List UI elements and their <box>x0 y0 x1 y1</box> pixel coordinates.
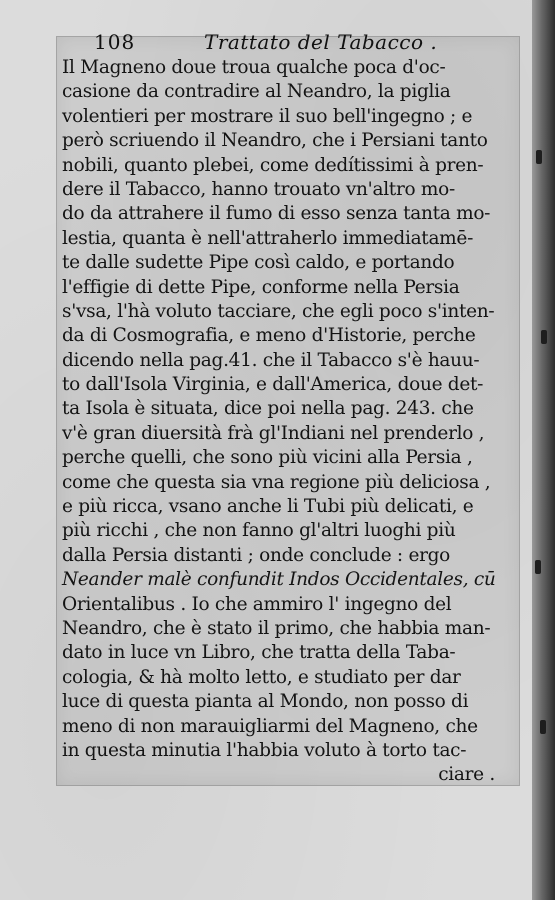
running-head-title: Trattato del Tabacco . <box>204 30 438 54</box>
text-line: te dalle sudette Pipe così caldo, e portando <box>62 252 455 274</box>
text-line: da di Cosmografia, e meno d'Historie, perche <box>62 325 476 347</box>
text-line: dere il Tabacco, hanno trouato vn'altro mo- <box>62 178 455 200</box>
text-line: dalla Persia distanti ; onde conclude : ergo <box>62 544 451 566</box>
text-line: l'effigie di dette Pipe, conforme nella Persia <box>62 276 460 298</box>
latin-quote-line: Neander malè confundit Indos Occidentales, cū <box>62 569 496 591</box>
text-line: volentieri per mostrare il suo bell'ingegno ; e <box>62 105 473 127</box>
text-line: do da attrahere il fumo di esso senza tanta mo- <box>62 203 491 225</box>
text-line: cologia, & hà molto letto, e studiato per dar <box>62 666 461 688</box>
text-line: casione da contradire al Neandro, la piglia <box>62 81 451 103</box>
text-line: luce di questa pianta al Mondo, non posso di <box>62 691 469 713</box>
text-line: Il Magneno doue troua qualche poca d'oc- <box>62 57 446 78</box>
text-line: meno di non marauigliarmi del Magneno, che <box>62 715 478 737</box>
text-line: dicendo nella pag.41. che il Tabacco s'è hauu- <box>62 349 480 371</box>
text-line: s'vsa, l'hà voluto tacciare, che egli poco s'inten- <box>62 300 495 322</box>
text-line: ta Isola è situata, dice poi nella pag. 243. che <box>62 398 474 420</box>
text-line: Orientalibus . Io che ammiro l' ingegno del <box>62 593 452 615</box>
text-line: e più ricca, vsano anche li Tubi più delicati, e <box>62 496 474 518</box>
body-text <box>62 56 517 788</box>
text-line: v'è gran diuersità frà gl'Indiani nel prenderlo , <box>62 422 485 444</box>
catchword-line: ciare . <box>438 764 495 786</box>
text-line: però scriuendo il Neandro, che i Persiani tanto <box>62 130 488 152</box>
text-line: come che questa sia vna regione più deliciosa , <box>62 471 491 493</box>
text-line: dato in luce vn Libro, che tratta della Taba- <box>62 642 456 664</box>
text-line: to dall'Isola Virginia, e dall'America, doue det- <box>62 374 484 396</box>
text-line: nobili, quanto plebei, come dedítissimi à pren- <box>62 154 484 176</box>
text-line: in questa minutia l'habbia voluto à torto tac- <box>62 739 467 761</box>
page-number: 108 <box>94 30 136 54</box>
text-line: Neandro, che è stato il primo, che habbia man- <box>62 617 491 639</box>
running-head <box>94 28 438 56</box>
adjacent-page-edge <box>532 0 555 900</box>
text-line: perche quelli, che sono più vicini alla Persia , <box>62 447 473 469</box>
text-line: più ricchi , che non fanno gl'altri luoghi più <box>62 520 456 542</box>
text-line: lestia, quanta è nell'attraherlo immediatamē- <box>62 227 474 249</box>
